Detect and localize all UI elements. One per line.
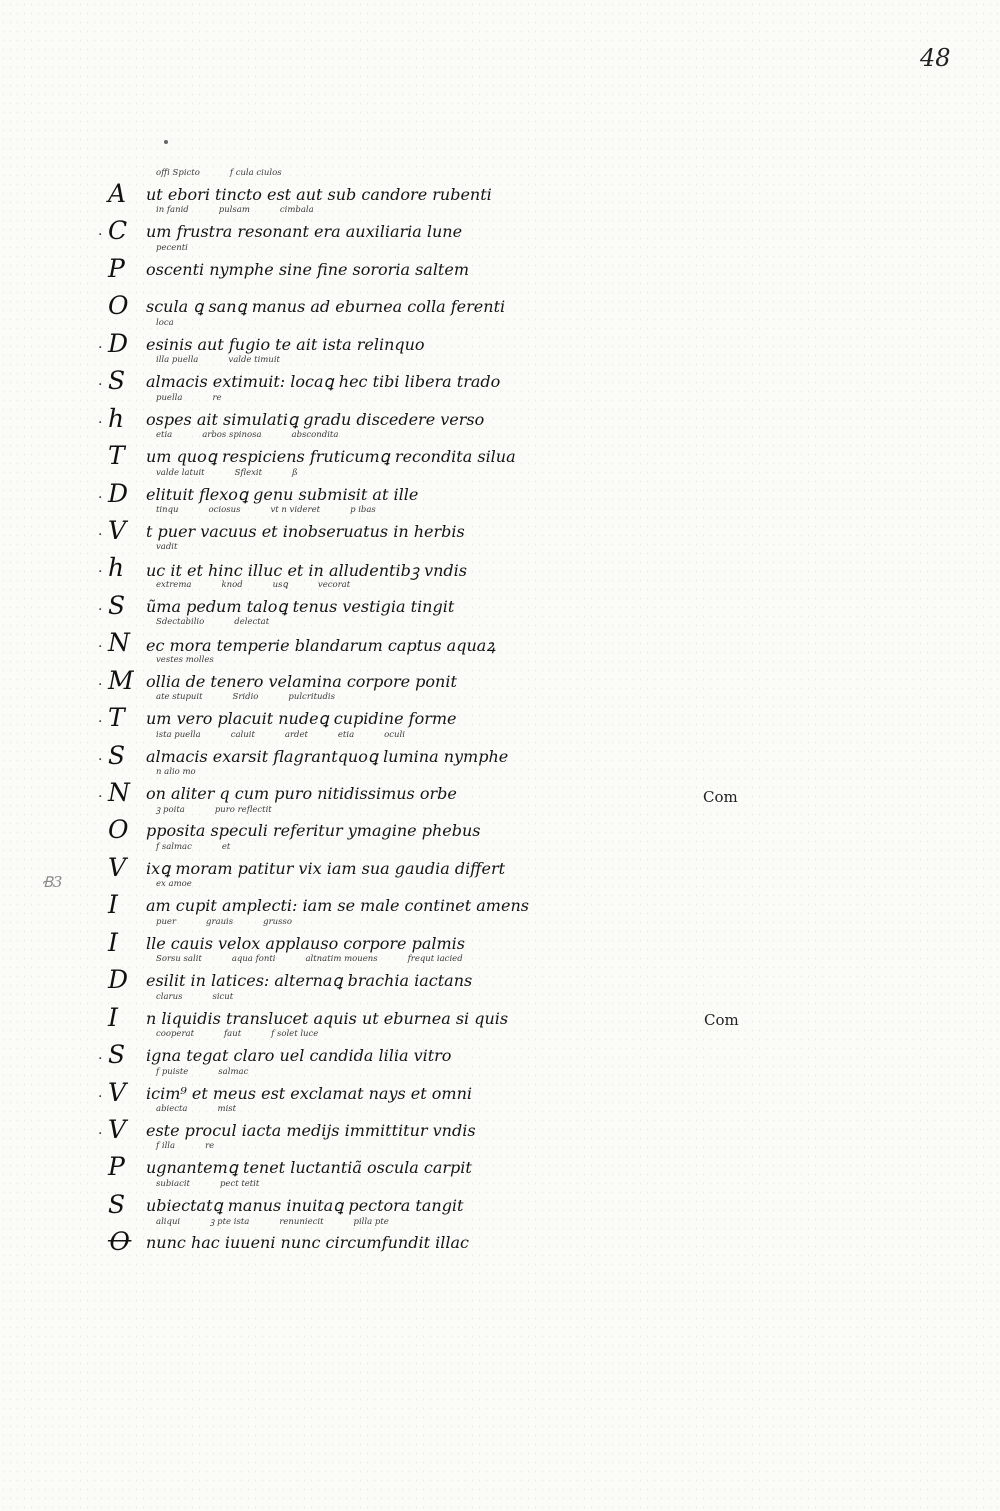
verse-initial: V [108, 515, 127, 545]
gloss-word: abscondita [291, 430, 339, 441]
interlinear-gloss [156, 617, 676, 627]
paragraph-mark: · [98, 489, 103, 506]
verse-initial: P [108, 253, 125, 283]
gloss-word: pecenti [156, 242, 188, 253]
gloss-word: valde timuit [228, 355, 280, 366]
interlinear-gloss [156, 842, 676, 852]
interlinear-gloss [156, 992, 676, 1002]
verse-initial: D [108, 328, 129, 358]
gloss-word: grauis [206, 916, 234, 927]
verse-line [98, 207, 678, 244]
gloss-word: vecorat [317, 579, 351, 590]
verse-line [98, 242, 678, 283]
gloss-word: f cula ciulos [229, 168, 282, 178]
interlinear-gloss [156, 1029, 676, 1039]
verse-text: ixꝗ moram patitur vix iam sua gaudia differt [146, 858, 506, 878]
verse-initial: P [108, 1152, 125, 1182]
interlinear-gloss [156, 767, 676, 777]
verse-text: almacis exarsit flagrantquoꝗ lumina nymphe [146, 746, 509, 766]
interlinear-gloss [156, 505, 676, 515]
gloss-word: cimbala [279, 205, 314, 216]
verse-initial: V [108, 1114, 127, 1144]
verse-initial: I [108, 927, 118, 957]
verse-text: igna tegat claro uel candida lilia vitro [146, 1046, 452, 1066]
verse-text: lle cauis velox applauso corpore palmis [146, 933, 466, 953]
gloss-word: salmac [218, 1066, 249, 1077]
verse-text: ospes ait simulatiꝗ gradu discedere verso [146, 409, 485, 429]
gloss-word: Sorsu salit [156, 954, 202, 965]
gloss-word: Sflexit [234, 467, 263, 478]
interlinear-gloss [156, 655, 676, 665]
paragraph-mark: · [98, 377, 103, 394]
gloss-word: sicut [212, 991, 234, 1002]
gloss-word: f puiste [156, 1066, 189, 1077]
gloss-word: delectat [234, 617, 270, 628]
interlinear-gloss [156, 243, 676, 253]
gloss-word: pulcritudis [288, 692, 336, 703]
verse-initial: S [108, 590, 126, 620]
paragraph-mark: · [98, 751, 103, 768]
verse-text: ut ebori tincto est aut sub candore rubenti [146, 185, 492, 204]
verse-line [98, 956, 678, 993]
paragraph-mark: · [98, 227, 103, 244]
margin-note-com-2: Com [704, 1011, 739, 1029]
verse-text: scula ꝗ sanꝗ manus ad eburnea colla ferenti [146, 297, 506, 317]
verse-initial: Ꝋ [108, 1227, 132, 1257]
paragraph-mark: · [98, 1088, 103, 1105]
interlinear-gloss [156, 917, 676, 927]
gloss-word: etia [337, 729, 355, 740]
gloss-word: ꝫ pte ista [210, 1217, 250, 1228]
paragraph-mark: · [98, 714, 103, 731]
paragraph-mark: · [98, 1051, 103, 1068]
gloss-word: Sdectabilio [156, 617, 205, 628]
verse-initial: N [108, 778, 130, 807]
interlinear-gloss [156, 355, 676, 365]
verse-initial: I [108, 890, 118, 920]
verse-line [98, 619, 678, 656]
verse-text: icim⁹ et meus est exclamat nays et omni [146, 1083, 473, 1103]
gloss-word: re [205, 1141, 215, 1152]
verse-initial: T [108, 441, 125, 471]
gloss-word: ex amoe [156, 879, 192, 890]
gloss-word: vestes molles [156, 654, 214, 665]
verse-line [98, 991, 678, 1032]
margin-note-com-1: Com [703, 788, 738, 806]
interlinear-gloss [156, 1216, 676, 1227]
gloss-word: ardet [284, 729, 308, 740]
gloss-word: pect tetit [219, 1178, 260, 1189]
text-block [98, 170, 678, 1256]
verse-initial: T [108, 703, 125, 733]
verse-line [98, 1103, 678, 1144]
gloss-word: f salmac [156, 841, 192, 852]
verse-line [98, 916, 678, 957]
verse-initial: S [108, 366, 126, 396]
gloss-word: ate stupuit [156, 692, 203, 703]
verse-line [98, 544, 678, 581]
interlinear-gloss [156, 318, 676, 328]
verse-text: elituit flexoꝗ genu submisit at ille [146, 484, 419, 504]
gloss-word: arbos spinosa [202, 430, 262, 441]
verse-line [98, 282, 678, 319]
gloss-word: vt n videret [270, 504, 321, 515]
gloss-word: loca [156, 317, 174, 328]
verse-text: esinis aut fugio te ait ista relinquo [146, 334, 425, 354]
verse-initial: O [108, 291, 129, 321]
verse-initial: V [108, 852, 127, 882]
verse-line [98, 579, 678, 620]
verse-text: este procul iacta medijs immittitur vndis [146, 1120, 476, 1140]
gloss-word: offi Spicto [156, 168, 200, 178]
gloss-word: subiacit [156, 1178, 190, 1189]
gloss-word: tinqu [156, 504, 179, 515]
verse-line [98, 317, 678, 358]
gloss-word: n alio mo [156, 767, 196, 777]
verse-initial: O [108, 815, 129, 845]
paragraph-mark: · [98, 676, 103, 693]
verse-line [98, 841, 678, 882]
verse-text: ubiectatꝗ manus inuitaꝗ pectora tangit [146, 1195, 464, 1215]
interlinear-gloss [156, 430, 676, 440]
left-margin-note: Ꞗ3 [42, 873, 63, 891]
verse-text: ollia de tenero velamina corpore ponit [146, 671, 457, 691]
paragraph-mark: · [98, 639, 103, 656]
interlinear-gloss [156, 1179, 676, 1189]
gloss-word: pilla pte [353, 1217, 389, 1228]
gloss-word: abiecta [156, 1103, 188, 1114]
verse-text: almacis extimuit: locaꝗ hec tibi libera trado [146, 372, 501, 392]
gloss-word: etia [156, 430, 173, 441]
interlinear-gloss [156, 580, 676, 590]
verse-line [98, 1066, 678, 1107]
paragraph-mark: · [98, 339, 103, 356]
verse-line [98, 1143, 678, 1180]
verse-line [98, 1218, 678, 1255]
gloss-word: f solet luce [271, 1029, 319, 1040]
gloss-word: mist [217, 1103, 237, 1114]
interlinear-gloss [156, 468, 676, 478]
gloss-word: re [212, 392, 222, 403]
paragraph-mark: · [98, 564, 103, 581]
gloss-word: valde latuit [156, 467, 205, 478]
interlinear-gloss [156, 542, 676, 552]
gloss-word: clarus [156, 991, 183, 1002]
gloss-word: aliqui [156, 1217, 181, 1228]
gloss-word: altnatim mouens [305, 954, 378, 965]
gloss-word: knod [221, 579, 243, 590]
verse-text: pposita speculi referitur ymagine phebus [146, 821, 481, 841]
paragraph-mark: · [98, 601, 103, 618]
verse-initial: S [108, 1040, 126, 1070]
interlinear-gloss [156, 1141, 676, 1151]
gloss-word: puer [156, 916, 177, 927]
gloss-word: faut [224, 1029, 242, 1040]
verse-line [98, 357, 678, 394]
interlinear-gloss [156, 692, 676, 702]
interlinear-gloss [156, 954, 676, 964]
interlinear-gloss [156, 205, 676, 215]
verse-text: t puer vacuus et inobseruatus in herbis [146, 521, 465, 541]
verse-line [98, 170, 678, 207]
verse-text: um frustra resonant era auxiliaria lune [146, 222, 463, 242]
verse-text: ugnantemꝗ tenet luctantiã oscula carpit [146, 1158, 472, 1178]
verse-initial: A [108, 179, 127, 208]
verse-text: um vero placuit nudeꝗ cupidine forme [146, 709, 457, 729]
verse-line [98, 504, 678, 545]
interlinear-gloss [156, 1104, 676, 1114]
gloss-word: grusso [263, 916, 292, 927]
interlinear-gloss [156, 879, 676, 889]
interlinear-gloss [156, 730, 676, 740]
verse-text: uc it et hinc illuc et in alludentibꝫ vndis [146, 561, 467, 581]
verse-line [98, 654, 678, 695]
verse-text: oscenti nymphe sine fine sororia saltem [146, 259, 469, 279]
verse-line [98, 1031, 678, 1068]
verse-line [98, 769, 678, 806]
interlinear-gloss [156, 804, 676, 815]
gloss-word: renuniecit [279, 1217, 324, 1228]
paragraph-mark: · [98, 526, 103, 543]
stray-ink-dot [164, 140, 168, 144]
verse-text: am cupit amplecti: iam se male continet amens [146, 896, 529, 916]
gloss-word: ß [292, 467, 298, 478]
gloss-word: ociosus [208, 504, 241, 515]
verse-initial: I [108, 1002, 118, 1032]
gloss-word: p ibas [350, 504, 376, 515]
verse-line [98, 694, 678, 731]
verse-line [98, 806, 678, 843]
verse-line [98, 392, 678, 433]
gloss-word: ista puella [156, 729, 201, 740]
verse-initial: D [108, 965, 129, 995]
verse-line [98, 881, 678, 918]
verse-initial: h [108, 553, 125, 583]
verse-initial: D [108, 478, 129, 508]
gloss-word: oculi [384, 729, 405, 740]
paragraph-mark: · [98, 789, 103, 805]
verse-text: on aliter q cum puro nitidissimus orbe [146, 784, 457, 803]
gloss-word: pulsam [218, 205, 250, 216]
verse-initial: V [108, 1077, 127, 1107]
gloss-word: puella [156, 392, 183, 403]
verse-initial: M [108, 665, 134, 695]
interlinear-gloss [156, 168, 676, 178]
gloss-word: in fanid [156, 205, 189, 216]
verse-initial: N [108, 628, 130, 658]
gloss-word: usꝗ [272, 579, 288, 590]
verse-text: ec mora temperie blandarum captus aquaꝝ [146, 636, 496, 656]
verse-text: nunc hac iuueni nunc circumfundit illac [146, 1233, 469, 1253]
paragraph-mark: · [98, 1125, 103, 1142]
verse-initial: S [108, 740, 126, 770]
verse-initial: h [108, 403, 125, 433]
gloss-word: puro reflectit [214, 805, 272, 816]
verse-text: esilit in latices: alternaꝗ brachia iactans [146, 971, 473, 991]
gloss-word: illa puella [156, 355, 199, 366]
interlinear-gloss [156, 1067, 676, 1077]
gloss-word: caluit [230, 729, 255, 740]
gloss-word: vadit [156, 542, 178, 553]
verse-line [98, 467, 678, 508]
gloss-word: f illa [156, 1141, 176, 1152]
verse-line [98, 1178, 678, 1219]
verse-text: n liquidis translucet aquis ut eburnea si quis [146, 1008, 509, 1028]
gloss-word: Sridio [232, 692, 259, 703]
gloss-word: extrema [156, 579, 192, 590]
folio-number: 48 [920, 44, 951, 72]
gloss-word: cooperat [156, 1029, 195, 1040]
verse-initial: C [108, 216, 128, 246]
verse-line [98, 729, 678, 770]
interlinear-gloss [156, 393, 676, 403]
verse-text: um quoꝗ respiciens fruticumꝗ recondita silua [146, 447, 516, 467]
verse-initial: S [108, 1189, 126, 1219]
gloss-word: ꝫ poita [156, 805, 185, 816]
verse-line [98, 432, 678, 469]
gloss-word: et [221, 841, 231, 852]
verse-text: ũma pedum taloꝗ tenus vestigia tingit [146, 596, 455, 616]
gloss-word: aqua fonti [231, 954, 276, 965]
gloss-word: frequt iacied [407, 954, 463, 965]
paragraph-mark: · [98, 414, 103, 431]
